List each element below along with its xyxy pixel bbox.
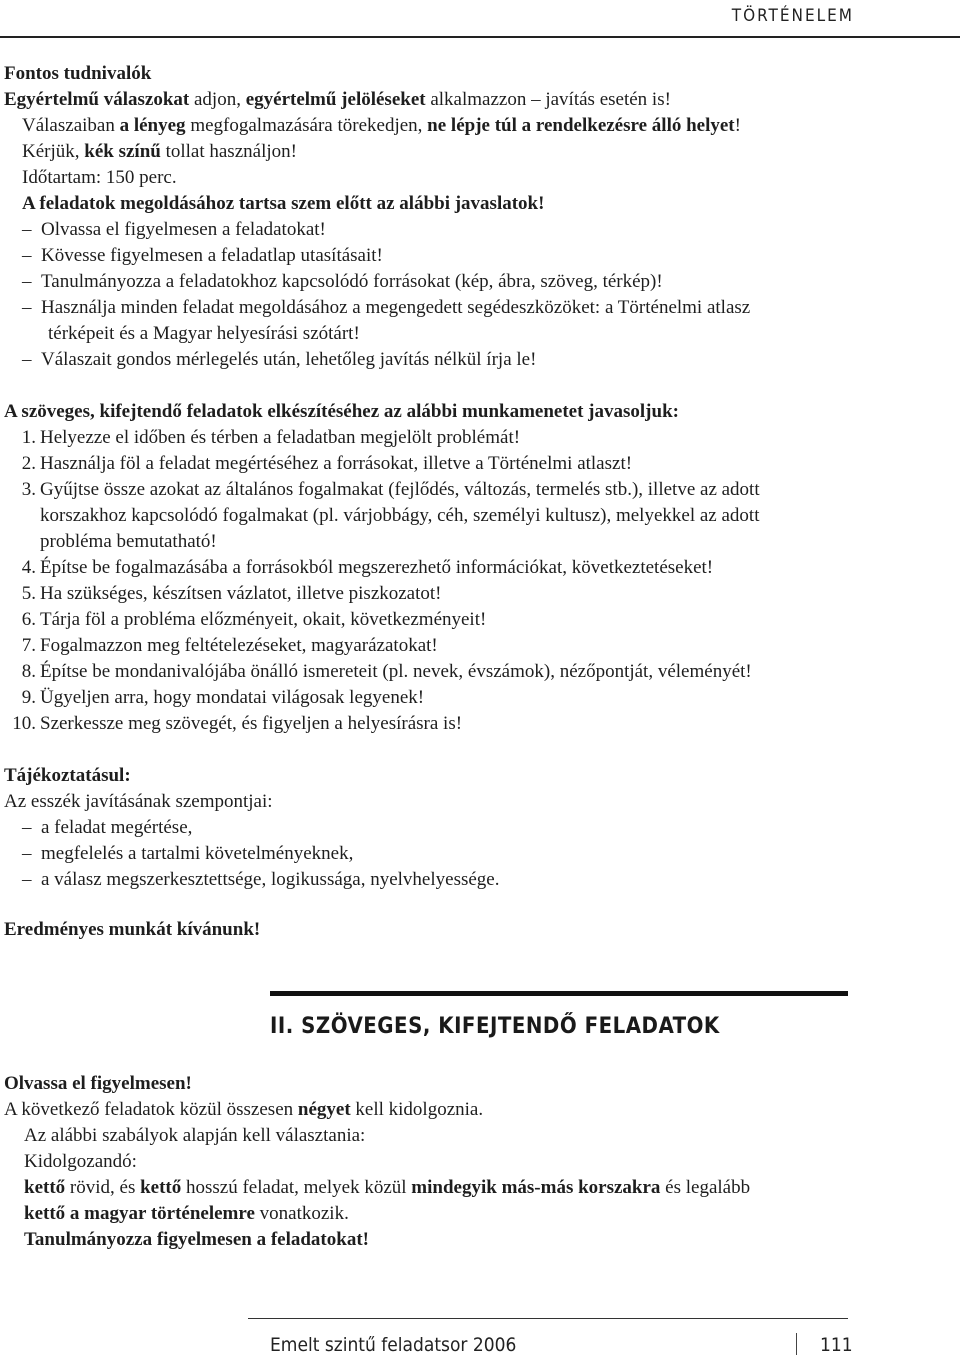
- step-text: Helyezze el időben és térben a feladatban megjelölt problémát!: [40, 427, 521, 448]
- dash-mark: –: [22, 245, 41, 266]
- step-number: 1.: [21, 427, 36, 448]
- info-intro: Az esszék javításának szempontjai:: [4, 791, 273, 812]
- suggestion-text: Kövesse figyelmesen a feladatlap utasításait!: [41, 245, 383, 266]
- step-text: Építse be mondanivalójába önálló ismereteit (pl. nevek, évszámok), nézőpontját, véleményét!: [40, 661, 752, 682]
- page-number: 111: [820, 1334, 853, 1356]
- criteria-item: [22, 867, 499, 893]
- section-title: II. SZÖVEGES, KIFEJTENDŐ FELADATOK: [270, 1014, 720, 1039]
- suggestion-item: [22, 243, 383, 269]
- instructions-line-5-part: vonatkozik.: [254, 1203, 349, 1224]
- step-text: probléma bemutatható!: [40, 531, 217, 552]
- step-text: korszakhoz kapcsolódó fogalmakat (pl. várjobbágy, céh, személyi kultusz), melyekkel az adott: [40, 505, 760, 526]
- notes-line-2-part: ne lépje túl a rendelkezésre álló helyet: [427, 115, 735, 136]
- notes-line-2-part: a lényeg: [119, 115, 186, 136]
- step-number: 3.: [21, 479, 36, 500]
- method-step: [4, 711, 462, 737]
- footer-rule: [248, 1318, 848, 1319]
- section-heading-bar: [270, 991, 848, 996]
- method-step: [4, 659, 752, 685]
- criteria-text: a feladat megértése,: [41, 817, 193, 838]
- notes-line-1: [4, 87, 671, 113]
- method-step: [4, 607, 486, 633]
- step-number: 8.: [21, 661, 36, 682]
- step-text: Ügyeljen arra, hogy mondatai világosak legyenek!: [40, 687, 425, 708]
- method-title: A szöveges, kifejtendő feladatok elkészítéséhez az alábbi munkamenetet javasoljuk:: [4, 401, 679, 422]
- suggestion-item: [22, 295, 750, 321]
- instructions-line-4-part: és legalább: [660, 1177, 751, 1198]
- method-step: [4, 685, 424, 711]
- step-number: 6.: [21, 609, 36, 630]
- suggestion-item: [22, 217, 326, 243]
- suggestion-continuation: térképeit és a Magyar helyesírási szótárt!: [48, 323, 360, 344]
- subject-header: TÖRTÉNELEM: [731, 6, 854, 26]
- instructions-line-6: Tanulmányozza figyelmesen a feladatokat!: [24, 1229, 369, 1250]
- step-number: 9.: [21, 687, 36, 708]
- step-text: Használja föl a feladat megértéséhez a forrásokat, illetve a Történelmi atlaszt!: [40, 453, 633, 474]
- criteria-text: megfelelés a tartalmi követelményeknek,: [41, 843, 354, 864]
- method-step: [4, 555, 713, 581]
- method-step: [4, 451, 632, 477]
- dash-mark: –: [22, 297, 41, 318]
- instructions-line-3: Kidolgozandó:: [24, 1151, 137, 1172]
- step-number: 4.: [21, 557, 36, 578]
- notes-line-2-part: megfogalmazására törekedjen,: [185, 115, 428, 136]
- instructions-line-1-part: A következő feladatok közül összesen: [4, 1099, 298, 1120]
- notes-line-3-part: tollat használjon!: [160, 141, 297, 162]
- notes-line-1-part: Egyértelmű válaszokat: [4, 89, 190, 110]
- dash-mark: –: [22, 219, 41, 240]
- step-number: 10.: [12, 713, 36, 734]
- suggestion-text: Tanulmányozza a feladatokhoz kapcsolódó forrásokat (kép, ábra, szöveg, térkép)!: [41, 271, 663, 292]
- suggestion-text: Használja minden feladat megoldásához a megengedett segédeszközöket: a Történelmi atlasz: [41, 297, 751, 318]
- instructions-line-1-part: négyet: [297, 1099, 351, 1120]
- dash-mark: –: [22, 271, 41, 292]
- instructions-line-5: [24, 1201, 349, 1227]
- criteria-item: [22, 815, 192, 841]
- instructions-line-4-part: mindegyik más-más korszakra: [411, 1177, 661, 1198]
- instructions-line-5-part: kettő a magyar történelemre: [24, 1203, 255, 1224]
- notes-line-2: [22, 113, 741, 139]
- header-rule: [0, 36, 960, 38]
- dash-mark: –: [22, 869, 41, 890]
- method-step: [4, 529, 217, 555]
- instructions-line-4-part: kettő: [140, 1177, 182, 1198]
- duration-line: Időtartam: 150 perc.: [22, 167, 177, 188]
- notes-line-3-part: Kérjük,: [22, 141, 85, 162]
- method-step: [4, 503, 759, 529]
- step-text: Építse be fogalmazásába a forrásokból megszerezhető információkat, következtetéseket!: [40, 557, 714, 578]
- criteria-item: [22, 841, 353, 867]
- step-number: 2.: [21, 453, 36, 474]
- instructions-line-4-part: kettő: [24, 1177, 66, 1198]
- step-text: Tárja föl a probléma előzményeit, okait, következményeit!: [40, 609, 487, 630]
- method-step: [4, 633, 438, 659]
- suggestion-text: Válaszait gondos mérlegelés után, lehetőleg javítás nélkül írja le!: [41, 349, 537, 370]
- step-number: 7.: [21, 635, 36, 656]
- dash-mark: –: [22, 349, 41, 370]
- step-number: 5.: [21, 583, 36, 604]
- notes-line-2-part: !: [734, 115, 741, 136]
- suggestion-item: [22, 269, 663, 295]
- method-step: [4, 581, 442, 607]
- notes-title: Fontos tudnivalók: [4, 63, 152, 84]
- dash-mark: –: [22, 817, 41, 838]
- step-text: Gyűjtse össze azokat az általános fogalmakat (fejlődés, változás, termelés stb.), illetve az adott: [40, 479, 760, 500]
- method-step: [4, 477, 760, 503]
- notes-line-2-part: Válaszaiban: [22, 115, 120, 136]
- instructions-title: Olvassa el figyelmesen!: [4, 1073, 192, 1094]
- closing-wish: Eredményes munkát kívánunk!: [4, 919, 261, 940]
- footer-separator: [796, 1333, 797, 1355]
- notes-line-1-part: egyértelmű jelöléseket: [245, 89, 426, 110]
- instructions-line-2: Az alábbi szabályok alapján kell választania:: [24, 1125, 366, 1146]
- instructions-line-4: [24, 1175, 750, 1201]
- step-text: Fogalmazzon meg feltételezéseket, magyarázatokat!: [40, 635, 438, 656]
- suggestion-text: Olvassa el figyelmesen a feladatokat!: [41, 219, 326, 240]
- notes-line-1-part: adjon,: [189, 89, 246, 110]
- instructions-line-1: [4, 1097, 483, 1123]
- step-text: Ha szükséges, készítsen vázlatot, illetve piszkozatot!: [40, 583, 442, 604]
- suggestion-item: [22, 347, 536, 373]
- step-text: Szerkessze meg szövegét, és figyeljen a helyesírásra is!: [40, 713, 463, 734]
- suggestions-title: A feladatok megoldásához tartsa szem előtt az alábbi javaslatok!: [22, 193, 545, 214]
- notes-line-3-part: kék színű: [84, 141, 161, 162]
- footer-title: Emelt szintű feladatsor 2006: [270, 1334, 517, 1356]
- dash-mark: –: [22, 843, 41, 864]
- instructions-line-4-part: hosszú feladat, melyek közül: [181, 1177, 412, 1198]
- method-step: [4, 425, 520, 451]
- criteria-text: a válasz megszerkesztettsége, logikussága, nyelvhelyessége.: [41, 869, 500, 890]
- notes-line-1-part: alkalmazzon – javítás esetén is!: [425, 89, 671, 110]
- info-title: Tájékoztatásul:: [4, 765, 131, 786]
- instructions-line-4-part: rövid, és: [65, 1177, 141, 1198]
- instructions-line-1-part: kell kidolgoznia.: [350, 1099, 484, 1120]
- notes-line-3: [22, 139, 297, 165]
